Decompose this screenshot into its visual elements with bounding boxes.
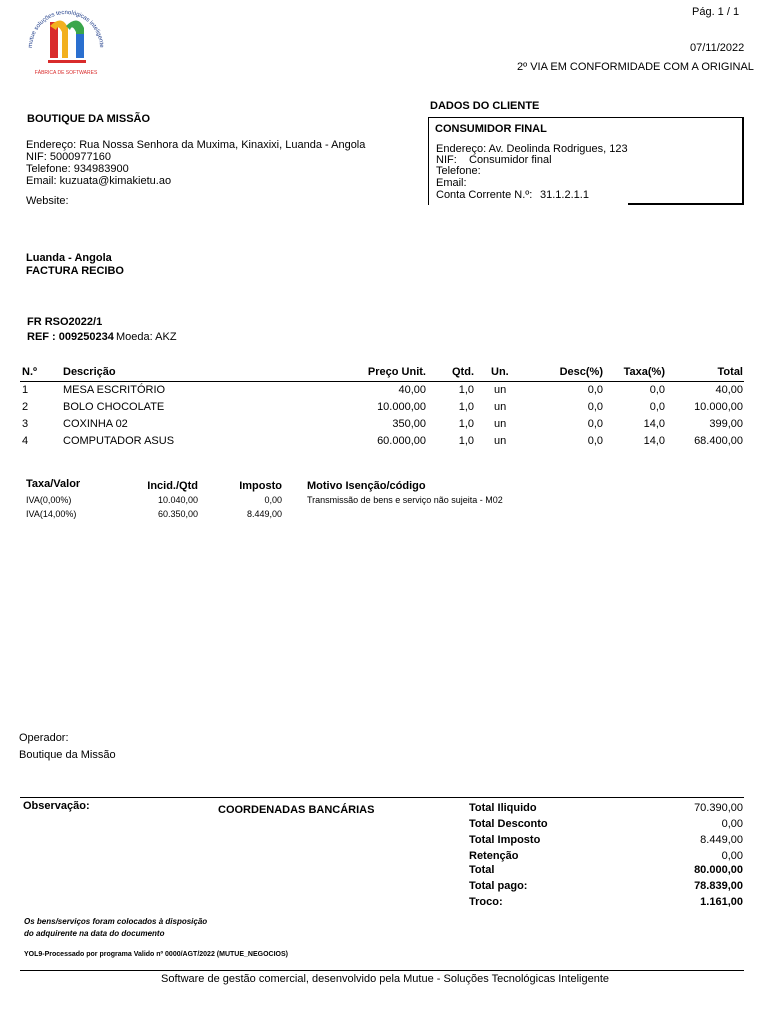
company-nif: NIF: 5000977160 [26,151,112,163]
copy-note: 2º VIA EM CONFORMIDADE COM A ORIGINAL [517,61,754,73]
col-header-total: Total [717,366,743,378]
tax-row-base: 60.350,00 [157,509,198,519]
row-total: 40,00 [715,384,743,396]
client-account-label: Conta Corrente N.º: [436,189,533,201]
operator-label: Operador: [19,732,69,744]
totals-value: 1.161,00 [700,896,743,908]
col-header-tax: Taxa(%) [623,366,665,378]
row-num: 4 [22,435,29,447]
totals-label: Retenção [469,850,519,862]
page-number: Pág. 1 / 1 [692,6,740,18]
row-total: 399,00 [709,418,743,430]
observation-label: Observação: [23,800,90,812]
row-desc: BOLO CHOCOLATE [63,401,165,413]
tax-row-tax: 8.449,00 [246,509,282,519]
document-number: FR RSO2022/1 [27,316,103,328]
client-box-border [742,117,744,205]
company-name: BOUTIQUE DA MISSÃO [27,113,151,125]
mutue-logo [22,4,110,80]
row-price: 10.000,00 [377,401,426,413]
totals-value: 0,00 [721,818,743,830]
tax-row-base: 10.040,00 [157,495,198,505]
row-price: 350,00 [392,418,426,430]
row-tax: 14,0 [643,418,665,430]
row-unit: un [494,401,507,413]
company-phone: Telefone: 934983900 [26,163,129,175]
row-total: 68.400,00 [694,435,743,447]
document-location: Luanda - Angola [26,252,112,264]
row-tax: 0,0 [649,384,665,396]
totals-label: Total Imposto [469,834,541,846]
row-num: 2 [22,401,29,413]
software-note: Software de gestão comercial, desenvolvido pela Mutue - Soluções Tecnológicas Inteligente [161,973,610,985]
totals-value: 70.390,00 [694,802,743,814]
client-address: Endereço: Av. Deolinda Rodrigues, 123 [436,143,628,155]
col-header-price: Preço Unit. [367,366,426,378]
totals-label: Total [469,864,495,876]
company-email: Email: kuzuata@kimakietu.ao [26,175,172,187]
footer-bottom-rule [20,970,744,971]
col-header-num: N.º [22,366,38,378]
row-num: 1 [22,384,29,396]
row-total: 10.000,00 [694,401,743,413]
row-desc: MESA ESCRITÓRIO [63,384,166,396]
row-qty: 1,0 [458,384,474,396]
row-unit: un [494,384,507,396]
items-header-rule [20,381,744,382]
totals-value: 78.839,00 [694,880,743,892]
totals-value: 8.449,00 [700,834,743,846]
company-address: Endereço: Rua Nossa Senhora da Muxima, Kinaxixi, Luanda - Angola [26,139,366,151]
row-desc: COXINHA 02 [63,418,128,430]
row-unit: un [494,435,507,447]
tax-header-rate: Taxa/Valor [26,478,81,490]
tax-header-tax: Imposto [239,480,282,492]
row-qty: 1,0 [458,401,474,413]
row-discount: 0,0 [587,418,603,430]
footer-top-rule [20,797,744,798]
client-box-border [428,117,743,118]
document-type: FACTURA RECIBO [26,265,124,277]
client-nif-label: NIF: [436,154,457,166]
col-header-discount: Desc(%) [559,366,603,378]
client-nif-value: Consumidor final [469,154,552,166]
row-desc: COMPUTADOR ASUS [63,435,175,447]
document-currency: Moeda: AKZ [116,331,177,343]
totals-label: Total pago: [469,880,528,892]
totals-value: 0,00 [721,850,743,862]
tax-row-rate: IVA(0,00%) [26,495,72,505]
client-phone: Telefone: [436,165,481,177]
totals-label: Total Iliquido [469,802,537,814]
client-box-border [428,117,429,205]
note-line-1: Os bens/serviços foram colocados à disposição [24,917,208,926]
col-header-qty: Qtd. [452,366,474,378]
tax-header-reason: Motivo Isenção/código [307,480,426,492]
note-line-2: do adquirente na data do documento [24,929,165,938]
row-tax: 0,0 [649,401,665,413]
col-header-unit: Un. [491,366,509,378]
logo-bottom-text: FÁBRICA DE SOFTWARES [34,70,98,76]
processed-note: YOL9-Processado por programa Valido nº 0000/AGT/2022 (MUTUE_NEGOCIOS) [24,951,288,958]
totals-label: Troco: [469,896,503,908]
totals-value: 80.000,00 [694,864,743,876]
client-name: CONSUMIDOR FINAL [435,123,547,135]
tax-row-reason: Transmissão de bens e serviço não sujeita - M02 [307,495,503,505]
document-ref: REF : 009250234 [27,331,114,343]
document-date: 07/11/2022 [690,42,745,54]
row-price: 60.000,00 [377,435,426,447]
row-discount: 0,0 [587,401,603,413]
client-box-border [628,203,744,205]
bank-title: COORDENADAS BANCÁRIAS [218,804,375,816]
col-header-desc: Descrição [63,366,116,378]
row-qty: 1,0 [458,435,474,447]
client-section-title: DADOS DO CLIENTE [430,100,540,112]
row-num: 3 [22,418,29,430]
row-unit: un [494,418,507,430]
logo-arc-text: mutue soluções tecnológicas inteligente [27,9,105,49]
row-tax: 14,0 [643,435,665,447]
client-account-value: 31.1.2.1.1 [540,189,589,201]
tax-header-base: Incid./Qtd [147,480,198,492]
row-qty: 1,0 [458,418,474,430]
row-discount: 0,0 [587,384,603,396]
tax-row-tax: 0,00 [264,495,282,505]
client-email: Email: [436,177,467,189]
row-discount: 0,0 [587,435,603,447]
tax-row-rate: IVA(14,00%) [26,509,77,519]
operator-name: Boutique da Missão [19,749,116,761]
totals-label: Total Desconto [469,818,548,830]
row-price: 40,00 [398,384,426,396]
company-website: Website: [26,195,69,207]
